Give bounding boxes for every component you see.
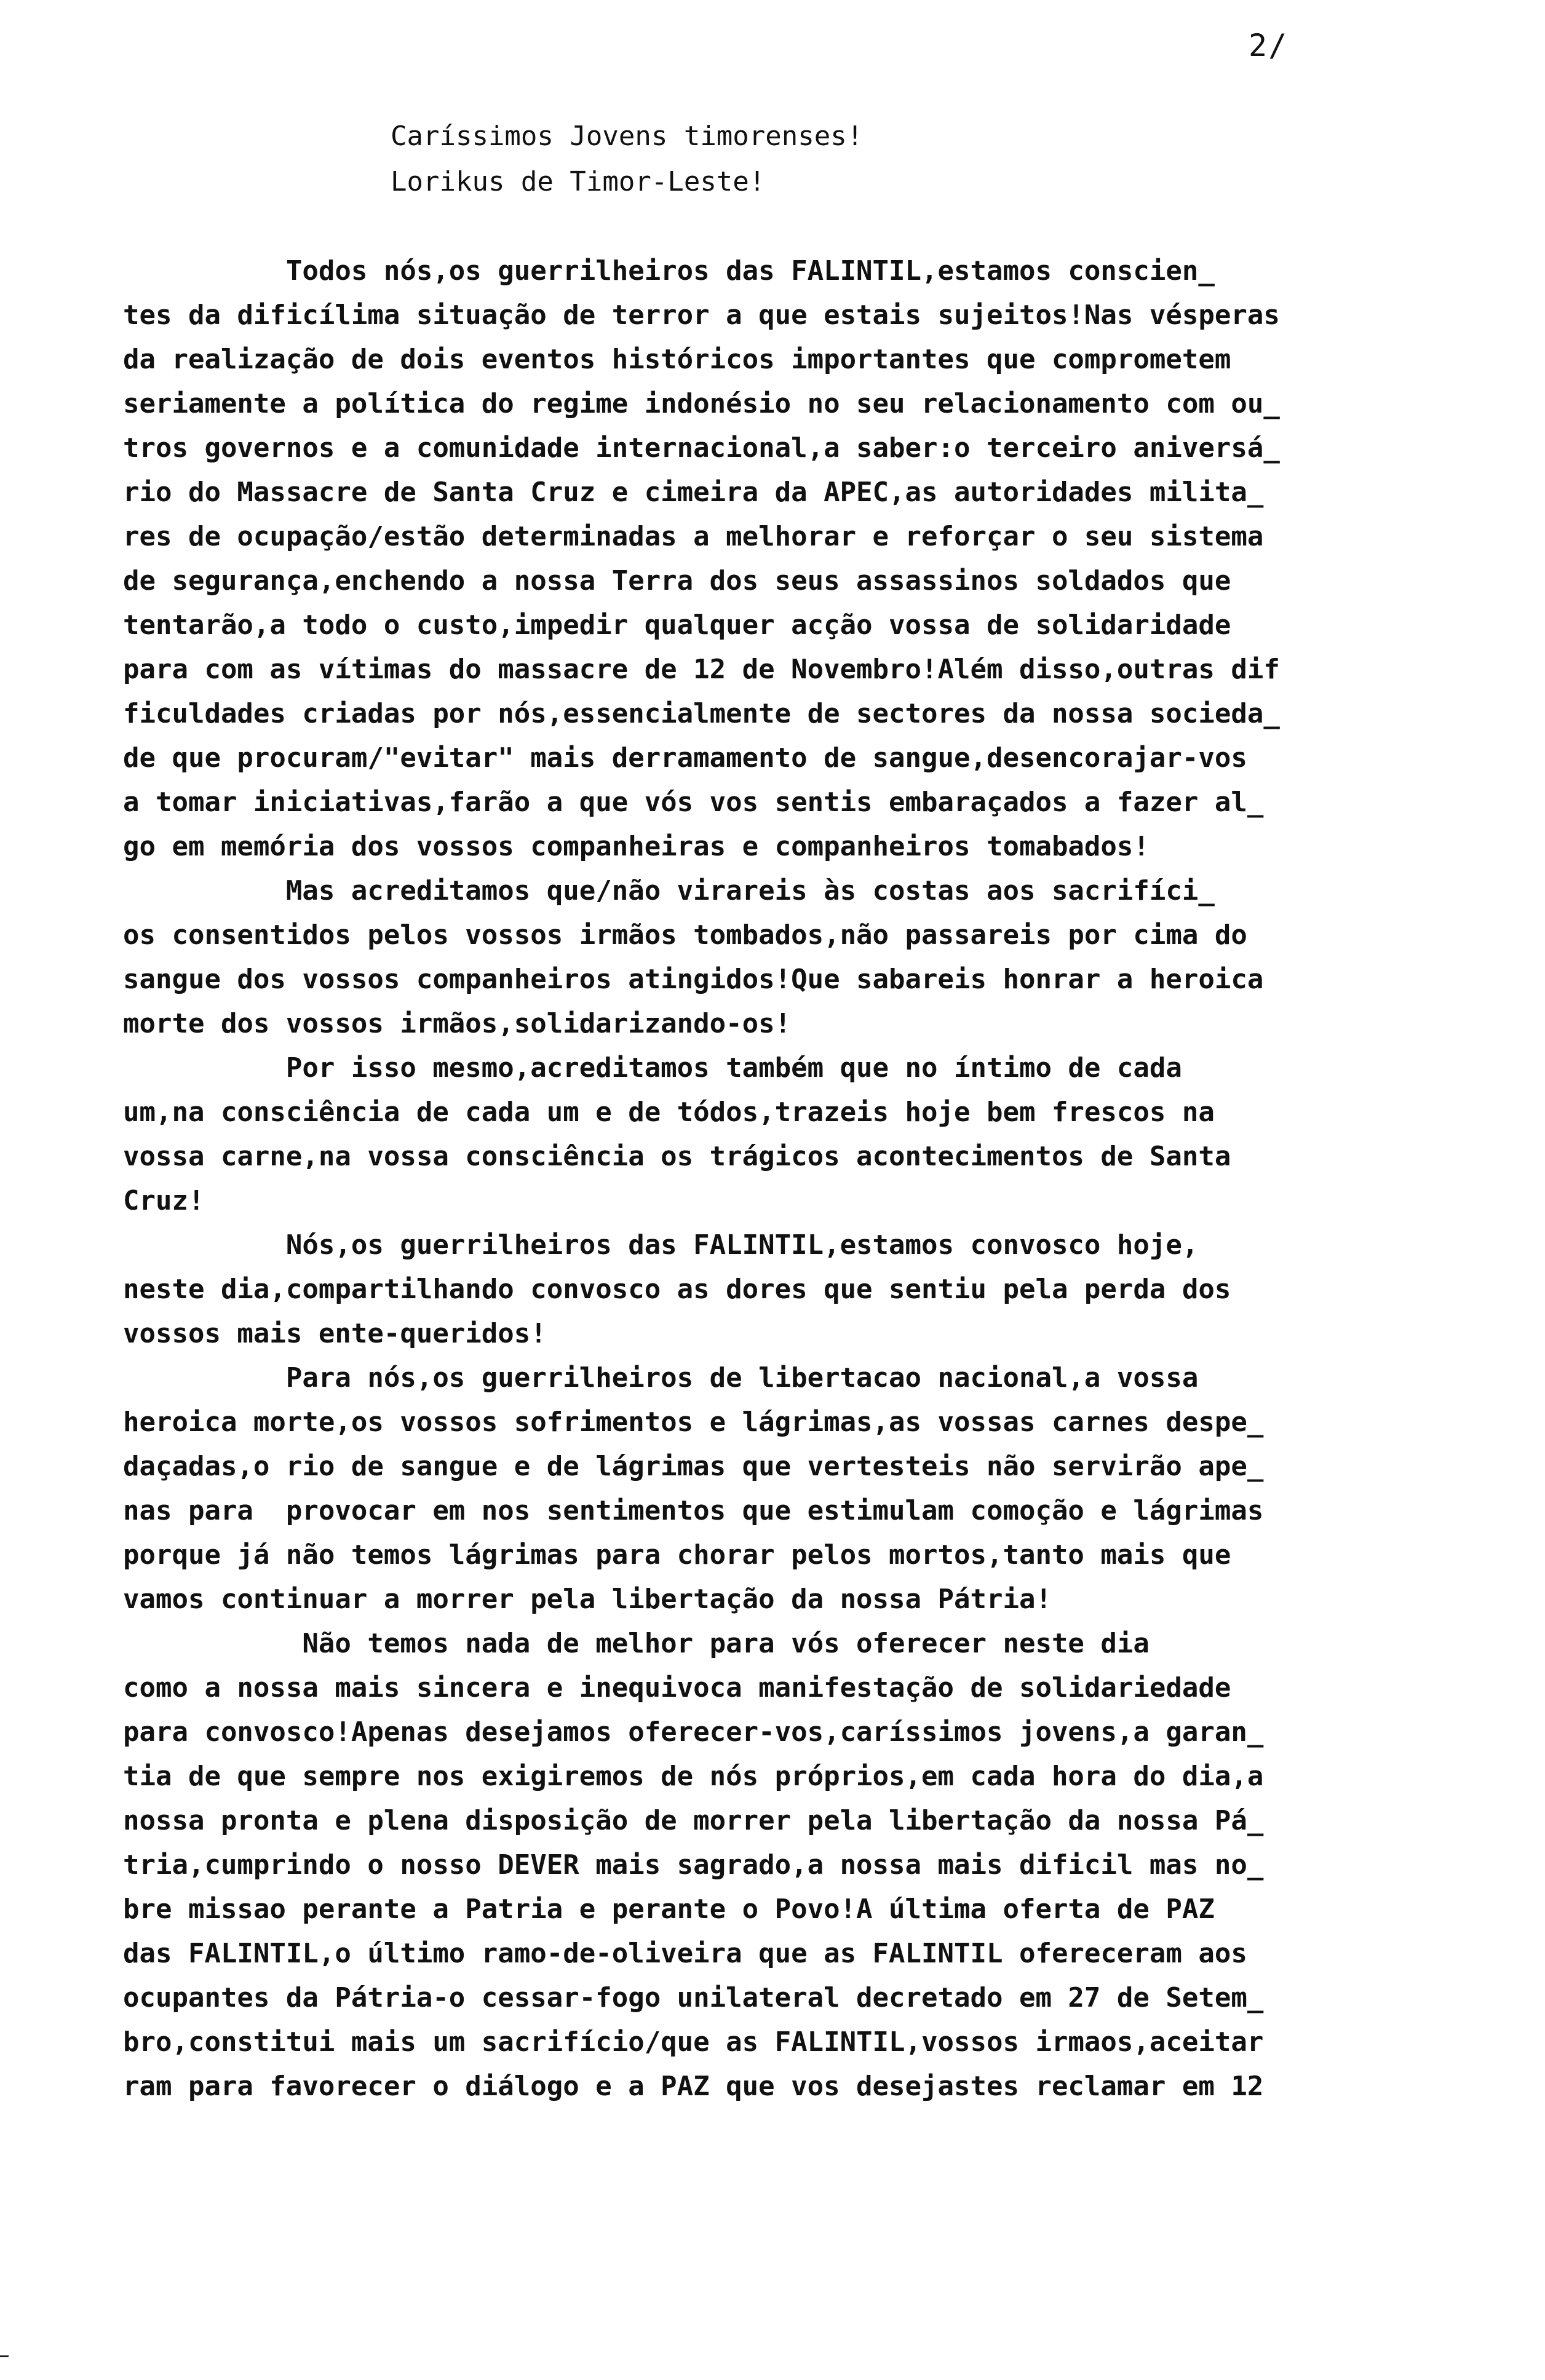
text-line: morte dos vossos irmãos,solidarizando-os!: [123, 1008, 792, 1039]
text-line: daçadas,o rio de sangue e de lágrimas que vertesteis não servirão ape_: [123, 1451, 1264, 1482]
text-line: Por isso mesmo,acreditamos também que no íntimo de cada: [123, 1052, 1182, 1084]
text-line: Para nós,os guerrilheiros de libertacao nacional,a vossa: [123, 1362, 1199, 1394]
text-line: porque já não temos lágrimas para chorar pelos mortos,tanto mais que: [123, 1539, 1231, 1571]
text-line: como a nossa mais sincera e inequivoca manifestação de solidariedade: [123, 1672, 1231, 1704]
text-line: vamos continuar a morrer pela libertação da nossa Pátria!: [123, 1584, 1052, 1615]
text-line: tentarão,a todo o custo,impedir qualquer acção vossa de solidaridade: [123, 609, 1231, 641]
salutation-line: Caríssimos Jovens timorenses!: [391, 121, 864, 152]
text-line: go em memória dos vossos companheiras e companheiros tomabados!: [123, 831, 1150, 862]
text-line: Todos nós,os guerrilheiros das FALINTIL,estamos conscien_: [123, 255, 1215, 287]
text-line: nossa pronta e plena disposição de morrer pela libertação da nossa Pá_: [123, 1805, 1264, 1836]
page-number: 2/: [1249, 28, 1289, 63]
margin-mark: [0, 2355, 9, 2357]
text-line: vossos mais ente-queridos!: [123, 1318, 547, 1349]
text-line: Cruz!: [123, 1185, 205, 1216]
text-line: um,na consciência de cada um e de tódos,trazeis hoje bem frescos na: [123, 1097, 1215, 1128]
text-line: a tomar iniciativas,farão a que vós vos sentis embaraçados a fazer al_: [123, 787, 1264, 818]
text-line: bre missao perante a Patria e perante o Povo!A última oferta de PAZ: [123, 1894, 1215, 1925]
text-line: nas para provocar em nos sentimentos que estimulam comoção e lágrimas: [123, 1495, 1264, 1526]
text-line: tes da dificílima situação de terror a que estais sujeitos!Nas vésperas: [123, 299, 1280, 331]
salutation: [391, 114, 863, 205]
text-line: bro,constitui mais um sacrifício/que as FALINTIL,vossos irmaos,aceitar: [123, 2026, 1264, 2058]
text-line: da realização de dois eventos históricos importantes que comprometem: [123, 344, 1231, 375]
text-line: Nós,os guerrilheiros das FALINTIL,estamos convosco hoje,: [123, 1229, 1199, 1261]
text-line: de segurança,enchendo a nossa Terra dos seus assassinos soldados que: [123, 565, 1231, 597]
text-line: Mas acreditamos que/não virareis às costas aos sacrifíci_: [123, 875, 1215, 906]
text-line: rio do Massacre de Santa Cruz e cimeira da APEC,as autoridades milita_: [123, 477, 1264, 508]
text-line: tria,cumprindo o nosso DEVER mais sagrado,a nossa mais dificil mas no_: [123, 1849, 1264, 1881]
text-line: tia de que sempre nos exigiremos de nós próprios,em cada hora do dia,a: [123, 1761, 1264, 1792]
text-line: neste dia,compartilhando convosco as dores que sentiu pela perda dos: [123, 1274, 1231, 1305]
salutation-line: Lorikus de Timor-Leste!: [391, 166, 766, 197]
text-line: das FALINTIL,o último ramo-de-oliveira que as FALINTIL ofereceram aos: [123, 1938, 1247, 1969]
text-line: sangue dos vossos companheiros atingidos!Que sabareis honrar a heroica: [123, 964, 1264, 995]
letter-body: [123, 249, 1458, 2109]
text-line: vossa carne,na vossa consciência os trágicos acontecimentos de Santa: [123, 1141, 1231, 1172]
text-line: os consentidos pelos vossos irmãos tombados,não passareis por cima do: [123, 919, 1247, 951]
text-line: tros governos e a comunidade internacional,a saber:o terceiro aniversá_: [123, 432, 1280, 464]
text-line: heroica morte,os vossos sofrimentos e lágrimas,as vossas carnes despe_: [123, 1406, 1264, 1438]
text-line: para convosco!Apenas desejamos oferecer-vos,caríssimos jovens,a garan_: [123, 1716, 1264, 1748]
text-line: de que procuram/"evitar" mais derramamento de sangue,desencorajar-vos: [123, 742, 1247, 774]
text-line: ficuldades criadas por nós,essencialmente de sectores da nossa socieda_: [123, 698, 1280, 729]
text-line: seriamente a política do regime indonésio no seu relacionamento com ou_: [123, 388, 1280, 419]
text-line: para com as vítimas do massacre de 12 de Novembro!Além disso,outras dif: [123, 654, 1280, 685]
text-line: Não temos nada de melhor para vós oferecer neste dia: [123, 1628, 1150, 1659]
text-line: res de ocupação/estão determinadas a melhorar e reforçar o seu sistema: [123, 521, 1264, 552]
text-line: ram para favorecer o diálogo e a PAZ que vos desejastes reclamar em 12: [123, 2071, 1264, 2102]
text-line: ocupantes da Pátria-o cessar-fogo unilateral decretado em 27 de Setem_: [123, 1982, 1264, 2013]
